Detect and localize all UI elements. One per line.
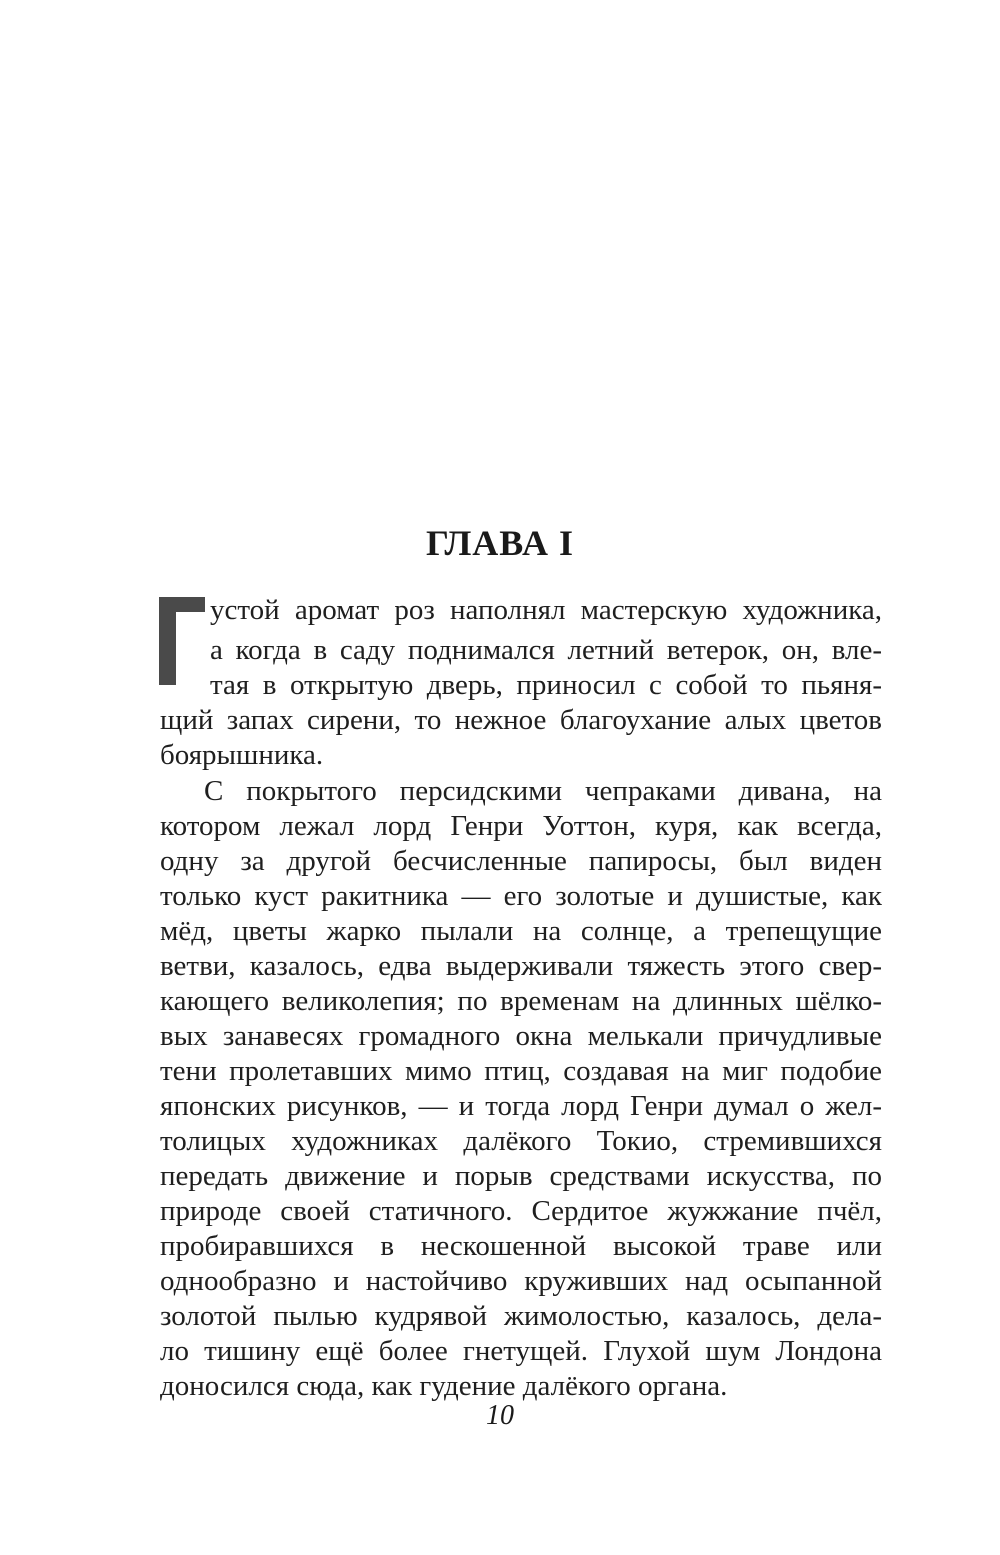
paragraph-2-line: вых занавесях громадного окна мелькали причудливые: [160, 1020, 882, 1052]
paragraph-2-line: природе своей статичного. Сердитое жужжание пчёл,: [160, 1195, 882, 1227]
paragraph-1-line: боярышника.: [160, 739, 324, 771]
paragraph-1-line: устой аромат роз наполнял мастерскую художника,: [210, 594, 882, 626]
paragraph-1-line: щий запах сирени, то нежное благоухание алых цветов: [160, 704, 882, 736]
paragraph-2-line: ветви, казалось, едва выдерживали тяжесть этого свер-: [160, 950, 882, 982]
paragraph-2-line: золотой пылью кудрявой жимолостью, казалось, дела-: [160, 1300, 882, 1332]
page-number: 10: [486, 1400, 514, 1431]
paragraph-2-line: толицых художниках далёкого Токио, стремившихся: [160, 1125, 882, 1157]
paragraph-2-line: доносился сюда, как гудение далёкого органа.: [160, 1370, 728, 1402]
drop-cap-stem: [159, 597, 176, 685]
paragraph-2-line: кающего великолепия; по временам на длинных шёлко-: [160, 985, 882, 1017]
paragraph-2-line: одну за другой бесчисленные папиросы, был виден: [160, 845, 882, 877]
paragraph-2-line: С покрытого персидскими чепраками дивана, на: [204, 775, 882, 807]
paragraph-2-line: тени пролетавших мимо птиц, создавая на миг подобие: [160, 1055, 882, 1087]
paragraph-2-line: однообразно и настойчиво круживших над осыпанной: [160, 1265, 882, 1297]
paragraph-2-line: только куст ракитника — его золотые и душистые, как: [160, 880, 882, 912]
paragraph-2-line: передать движение и порыв средствами искусства, по: [160, 1160, 882, 1192]
paragraph-2-line: котором лежал лорд Генри Уоттон, куря, как всегда,: [160, 810, 882, 842]
drop-cap-letter: [159, 597, 205, 685]
paragraph-2-line: пробиравшихся в нескошенной высокой траве или: [160, 1230, 882, 1262]
paragraph-2-line: японских рисунков, — и тогда лорд Генри думал о жел-: [160, 1090, 882, 1122]
paragraph-2-line: ло тишину ещё более гнетущей. Глухой шум Лондона: [160, 1335, 882, 1367]
paragraph-1-line: тая в открытую дверь, приносил с собой то пьяня-: [210, 669, 882, 701]
paragraph-2-line: мёд, цветы жарко пылали на солнце, а трепещущие: [160, 915, 882, 947]
chapter-title: ГЛАВА I: [425, 523, 575, 563]
paragraph-1-line: а когда в саду поднимался летний ветерок, он, вле-: [210, 634, 882, 666]
